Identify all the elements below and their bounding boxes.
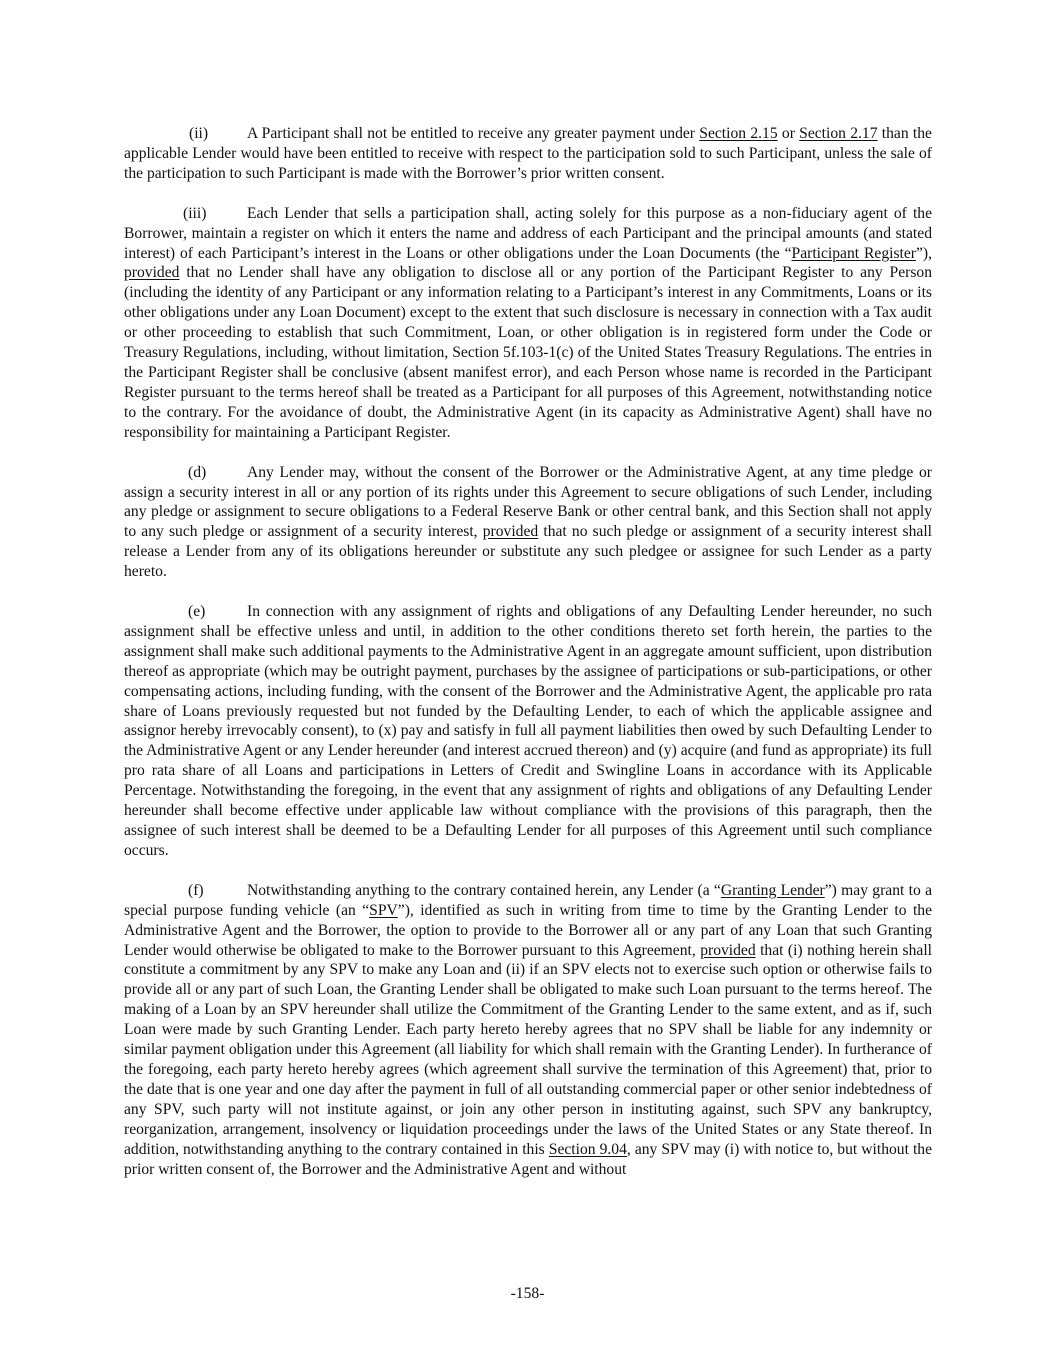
- defined-term: provided: [482, 523, 539, 541]
- document-page: [124, 124, 932, 1199]
- paragraph-text: that (i) nothing herein shall constitute a commitment by any SPV to make any Loan and (ii) if an SPV elects not to exercise such option or otherwise fails to provide all or any part of such Loan, the Granting Lender shall be obligated to make such Loan pursuant to the terms hereof. The making of a Loan by an SPV hereunder shall utilize the Commitment of the Granting Lender to the same extent, and as if, such Loan were made by such Granting Lender. Each party hereto hereby agrees that no SPV shall be liable for any indemnity or similar payment obligation under this Agreement (all liability for which shall remain with the Granting Lender). In furtherance of the foregoing, each party hereto hereby agrees (which agreement shall survive the termination of this Agreement) that, prior to the date that is one year and one day after the payment in full of all outstanding commercial paper or other senior indebtedness of any SPV, such party will not institute against, or join any other person in instituting against, such SPV any bankruptcy, reorganization, arrangement, insolvency or liquidation proceedings under the laws of the United States or any State thereof. In addition, notwithstanding anything to the contrary contained in this: [124, 941, 933, 1158]
- paragraph-iii: [124, 204, 932, 443]
- paragraph-text: In connection with any assignment of rights and obligations of any Defaulting Lender hereunder, no such assignment shall be effective unless and until, in addition to the other conditions thereto set forth herein, the parties to the assignment shall make such additional payments to the Administrative Agent in an aggregate amount sufficient, upon distribution thereof as appropriate (which may be outright payment, purchases by the assignee of participations or sub-participations, or other compensating actions, including funding, with the consent of the Borrower and the Administrative Agent, the applicable pro rata share of Loans previously requested but not funded by the Defaulting Lender, to each of which the applicable assignee and assignor hereby irrevocably consent), to (x) pay and satisfy in full all payment liabilities then owed by such Defaulting Lender to the Administrative Agent or any Lender hereunder (and interest accrued thereon) and (y) acquire (and fund as appropriate) its full pro rata share of all Loans and participations in Letters of Credit and Swingline Loans in accordance with its Applicable Percentage. Notwithstanding the foregoing, in the event that any assignment of rights and obligations of any Defaulting Lender hereunder shall become effective under applicable law without compliance with the provisions of this paragraph, then the assignee of such interest shall be deemed to be a Defaulting Lender for all purposes of this Agreement until such compliance occurs.: [124, 603, 932, 859]
- paragraph-text: Each Lender that sells a participation shall, acting solely for this purpose as a non-fiduciary agent of the Borrower, maintain a register on which it enters the name and address of each Participant and the principal amounts (and stated interest) of each Participant’s interest in the Loans or other obligations under the Loan Documents (the “: [124, 204, 932, 262]
- paragraph-text: ”),: [915, 244, 932, 262]
- defined-term: Granting Lender: [720, 881, 825, 899]
- section-reference: Section 2.17: [799, 125, 878, 142]
- paragraph-text: , any SPV may (i) with notice to, but without the prior written consent of, the Borrower and the Administrative Agent and without: [124, 1140, 933, 1178]
- paragraph-text: ”), identified as such in writing from time to time by the Granting Lender to the Administrative Agent and the Borrower, the option to provide to the Borrower all or any part of any Loan that such Granting Lender would otherwise be obligated to make to the Borrower pursuant to this Agreement,: [124, 901, 932, 959]
- paragraph-d: [124, 463, 932, 582]
- paragraph-text: A Participant shall not be entitled to receive any greater payment under: [247, 125, 700, 142]
- defined-term: provided: [700, 941, 756, 959]
- paragraph-text: Any Lender may, without the consent of the Borrower or the Administrative Agent, at any time pledge or assign a security interest in all or any portion of its rights under this Agreement to secure obligations of such Lender, including any pledge or assignment to secure obligations to a Federal Reserve Bank or other central bank, and this Section shall not apply to any such pledge or assignment of a security interest,: [124, 463, 932, 541]
- paragraph-label: (e): [188, 603, 206, 621]
- defined-term: Participant Register: [791, 244, 916, 262]
- paragraph-label: (ii): [189, 125, 209, 142]
- paragraph-text: that no Lender shall have any obligation to disclose all or any portion of the Participant Register to any Person (including the identity of any Participant or any information relating to a Participant’s interest in any Commitments, Loans or its other obligations under any Loan Document) except to the extent that such disclosure is necessary in connection with a Tax audit or other proceeding to establish that such Commitment, Loan, or other obligation is in registered form under the Code or Treasury Regulations, including, without limitation, Section 5f.103-1(c) of the United States Treasury Regulations. The entries in the Participant Register shall be conclusive (absent manifest error), and each Person whose name is recorded in the Participant Register pursuant to the terms hereof shall be treated as a Participant for all purposes of this Agreement, notwithstanding notice to the contrary. For the avoidance of doubt, the Administrative Agent (in its capacity as Administrative Agent) shall have no responsibility for maintaining a Participant Register.: [124, 264, 932, 441]
- paragraph-label: (f): [188, 881, 204, 899]
- section-reference: Section 2.15: [699, 125, 778, 142]
- defined-term: provided: [124, 264, 180, 282]
- defined-term: SPV: [369, 901, 398, 919]
- paragraph-text: than the applicable Lender would have been entitled to receive with respect to the participation sold to such Participant, unless the sale of the participation to such Participant is made with the Borrower’s prior written consent.: [124, 125, 932, 182]
- paragraph-e: [124, 602, 932, 861]
- paragraph-text: ”) may grant to a special purpose funding vehicle (an “: [124, 881, 932, 919]
- paragraph-text: or: [777, 125, 800, 142]
- paragraph-text: that no such pledge or assignment of a security interest shall release a Lender from any of its obligations hereunder or substitute any such pledgee or assignee for such Lender as a party hereto.: [124, 523, 932, 581]
- paragraph-f: [124, 881, 932, 1180]
- paragraph-label: (iii): [183, 204, 207, 222]
- page-number: -158-: [510, 1285, 545, 1302]
- paragraph-text: Notwithstanding anything to the contrary contained herein, any Lender (a “: [247, 881, 721, 899]
- paragraph-ii: [124, 124, 932, 184]
- paragraph-label: (d): [188, 463, 207, 481]
- section-reference: Section 9.04: [548, 1140, 627, 1158]
